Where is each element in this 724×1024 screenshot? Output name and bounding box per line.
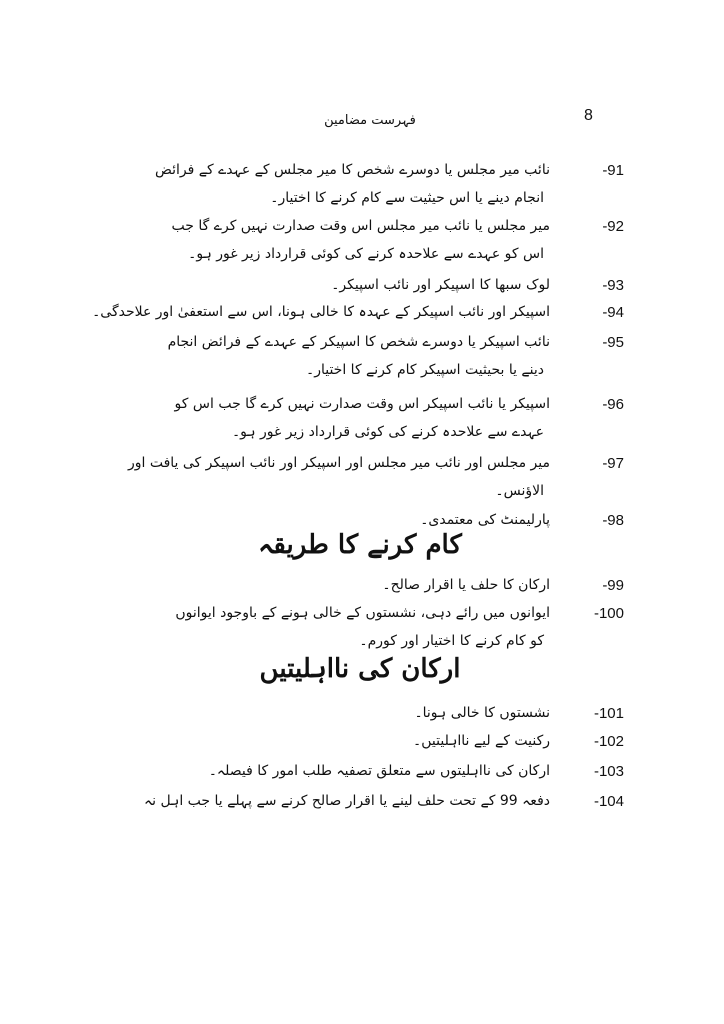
- entry-line: انجام دینے یا اس حیثیت سے کام کرنے کا اختیار۔: [270, 190, 544, 206]
- entry-text: [226, 727, 550, 755]
- entry-line: ایوانوں میں رائے دہی، نشستوں کے خالی ہونے کے باوجود ایوانوں: [175, 605, 550, 621]
- entry-line: نائب اسپیکر یا دوسرے شخص کا اسپیکر کے عہدے کے فرائض انجام: [167, 334, 550, 350]
- entry-number: -101: [593, 705, 624, 722]
- entry-number: -102: [593, 733, 624, 750]
- section-heading: ارکان کی نااہلیتیں: [259, 654, 461, 684]
- entry-number: -97: [602, 455, 624, 472]
- entry-line: نائب میر مجلس یا دوسرے شخص کا میر مجلس کے عہدے کے فرائض: [154, 162, 550, 178]
- entry-line: اس کو عہدے سے علاحدہ کرنے کی کوئی قرارداد زیر غور ہو۔: [188, 246, 544, 262]
- entry-text: [154, 156, 550, 212]
- entry-number: -98: [602, 512, 624, 529]
- entry-text: [226, 699, 550, 727]
- entry-text: [92, 298, 550, 326]
- entry-number: -100: [593, 605, 624, 622]
- entry-line: پارلیمنٹ کی معتمدی۔: [420, 512, 550, 528]
- entry-number: -99: [602, 577, 624, 594]
- entry-number: -92: [602, 218, 624, 235]
- entry-line: اسپیکر اور نائب اسپیکر کے عہدہ کا خالی ہونا، اس سے استعفیٰ اور علاحدگی۔: [92, 304, 550, 320]
- page-title: فہرست مضامین: [324, 113, 416, 128]
- entry-line: ارکان کا حلف یا اقرار صالح۔: [382, 577, 550, 593]
- entry-line: رکنیت کے لیے نااہلیتیں۔: [413, 733, 550, 749]
- entry-line: اسپیکر یا نائب اسپیکر اس وقت صدارت نہیں کرے گا جب اس کو: [174, 396, 550, 412]
- entry-text: [175, 599, 550, 655]
- entry-number: -104: [593, 793, 624, 810]
- entry-text: [226, 571, 550, 599]
- entry-text: [127, 449, 550, 505]
- entry-text: [171, 212, 550, 268]
- entry-line: میر مجلس یا نائب میر مجلس اس وقت صدارت نہیں کرے گا جب: [171, 218, 550, 234]
- entry-text: [226, 271, 550, 299]
- entry-line: میر مجلس اور نائب میر مجلس اور اسپیکر اور نائب اسپیکر کی یافت اور: [127, 455, 550, 471]
- entry-line: دفعہ 99 کے تحت حلف لینے یا اقرار صالح کرنے سے پہلے یا جب اہل نہ: [143, 793, 550, 809]
- entry-number: -93: [602, 277, 624, 294]
- entry-number: -96: [602, 396, 624, 413]
- entry-number: -94: [602, 304, 624, 321]
- entry-line: کو کام کرنے کا اختیار اور کورم۔: [359, 633, 544, 649]
- entry-number: -103: [593, 763, 624, 780]
- entry-line: لوک سبھا کا اسپیکر اور نائب اسپیکر۔: [331, 277, 550, 293]
- entry-number: -95: [602, 334, 624, 351]
- entry-line: دینے یا بحیثیت اسپیکر کام کرنے کا اختیار۔: [306, 362, 544, 378]
- entry-line: ارکان کی نااہلیتوں سے متعلق تصفیہ طلب امور کا فیصلہ۔: [208, 763, 550, 779]
- page-number: 8: [584, 107, 593, 124]
- entry-text: [208, 757, 550, 785]
- entry-line: نشستوں کا خالی ہونا۔: [414, 705, 550, 721]
- entry-number: -91: [602, 162, 624, 179]
- entry-line: الاؤنس۔: [495, 483, 544, 499]
- entry-line: عہدے سے علاحدہ کرنے کی کوئی قرارداد زیر غور ہو۔: [231, 424, 544, 440]
- entry-text: [143, 787, 550, 815]
- entry-text: [167, 328, 550, 384]
- entry-text: [174, 390, 550, 446]
- section-heading: کام کرنے کا طریقہ: [258, 530, 462, 560]
